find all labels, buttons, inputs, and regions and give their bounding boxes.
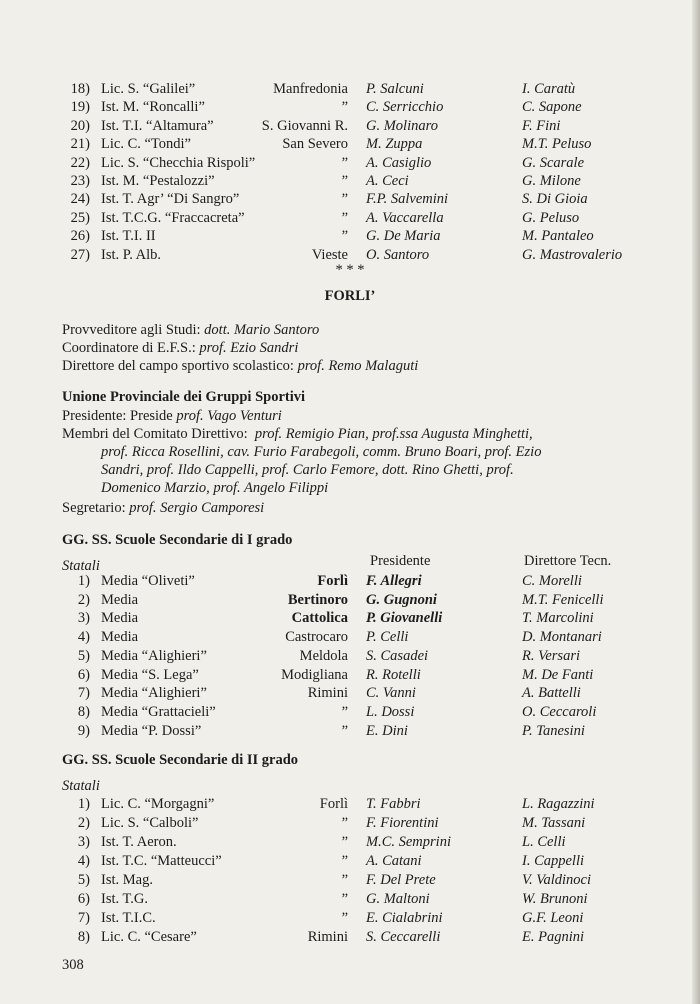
school-place: Castrocaro — [285, 629, 348, 646]
official-line-1: Coordinatore di E.F.S.: prof. Ezio Sandri — [62, 340, 299, 356]
director-name: G. Peluso — [522, 209, 580, 226]
school-place: ” — [341, 872, 348, 888]
union-title: Unione Provinciale dei Gruppi Sportivi — [62, 389, 306, 405]
union-members-line-0: Membri del Comitato Direttivo: prof. Remigio Pian, prof.ssa Augusta Minghetti, — [62, 426, 533, 442]
president-name: E. Cialabrini — [366, 910, 443, 926]
director-name: C. Sapone — [522, 99, 582, 116]
row-number: 21) — [70, 136, 90, 153]
row-number: 24) — [70, 191, 90, 208]
director-name: M. De Fanti — [522, 666, 594, 683]
school-name: Ist. T.C. “Matteucci” — [101, 853, 222, 869]
row-number: 7) — [77, 910, 90, 926]
president-name: T. Fabbri — [366, 796, 421, 812]
president-name: P. Giovanelli — [366, 610, 443, 627]
director-name: D. Montanari — [522, 629, 602, 646]
president-name: G. Molinaro — [366, 117, 438, 134]
page-number: 308 — [62, 957, 84, 973]
president-name: F. Allegri — [366, 573, 422, 589]
president-name: M. Zuppa — [366, 136, 423, 153]
school-place: Rimini — [307, 685, 348, 702]
director-name: C. Morelli — [522, 573, 582, 589]
school-place: Modigliana — [281, 666, 348, 683]
school-place: S. Giovanni R. — [261, 117, 348, 134]
director-name: P. Tanesini — [522, 722, 585, 739]
school-name: Ist. T. Aeron. — [101, 834, 177, 850]
row-number: 2) — [77, 815, 90, 831]
column-header-director: Direttore Tecn. — [524, 553, 612, 569]
director-name: A. Battelli — [522, 685, 581, 702]
director-name: M.T. Fenicelli — [522, 591, 604, 608]
school-name: Ist. T.C.G. “Fraccacreta” — [101, 209, 245, 226]
school-name: Ist. T.I. “Altamura” — [101, 117, 214, 134]
school-place: Rimini — [307, 929, 348, 945]
president-name: C. Vanni — [366, 685, 416, 702]
director-name: G. Scarale — [522, 154, 585, 171]
president-name: P. Celli — [366, 629, 409, 646]
row-number: 27) — [70, 246, 90, 263]
row-number: 25) — [70, 209, 90, 226]
president-name: A. Catani — [366, 853, 422, 869]
director-name: I. Caratù — [522, 81, 576, 97]
school-name: Ist. T. Agr’ “Di Sangro” — [101, 191, 240, 208]
school-name: Media — [101, 610, 139, 627]
director-name: T. Marcolini — [522, 610, 594, 627]
school-place: ” — [341, 173, 348, 189]
president-name: G. Maltoni — [366, 891, 430, 907]
school-place: ” — [341, 815, 348, 831]
school-place: Meldola — [299, 647, 348, 664]
school-place: ” — [341, 209, 348, 226]
president-name: S. Ceccarelli — [366, 929, 441, 945]
row-number: 5) — [77, 647, 90, 664]
school-name: Ist. P. Alb. — [101, 246, 162, 263]
director-name: L. Ragazzini — [522, 796, 595, 812]
row-number: 19) — [70, 99, 90, 116]
president-name: A. Casiglio — [366, 154, 432, 171]
school-name: Media “S. Lega” — [101, 666, 199, 683]
director-name: I. Cappelli — [522, 853, 585, 869]
school-place: Cattolica — [291, 610, 348, 627]
row-number: 22) — [70, 154, 90, 171]
school-name: Lic. C. “Cesare” — [101, 929, 197, 945]
union-members-line-2: Sandri, prof. Ildo Cappelli, prof. Carlo Femore, dott. Rino Ghetti, prof. — [101, 462, 514, 478]
row-number: 8) — [77, 929, 90, 945]
director-name: M. Tassani — [522, 815, 586, 831]
director-name: V. Valdinoci — [522, 872, 592, 888]
school-name: Media “Oliveti” — [101, 573, 195, 589]
row-number: 3) — [77, 610, 90, 627]
row-number: 7) — [77, 685, 90, 702]
school-place: Vieste — [311, 246, 348, 263]
section2-sub: Statali — [62, 778, 100, 794]
union-members-line-3: Domenico Marzio, prof. Angelo Filippi — [101, 480, 329, 496]
school-name: Media “Alighieri” — [101, 685, 207, 702]
school-place: ” — [341, 191, 348, 208]
school-place: San Severo — [282, 136, 348, 153]
director-name: O. Ceccaroli — [522, 703, 597, 720]
school-place: Bertinoro — [287, 591, 348, 608]
president-name: O. Santoro — [366, 246, 430, 263]
president-name: P. Salcuni — [366, 81, 424, 97]
president-name: A. Ceci — [366, 173, 409, 189]
president-name: M.C. Semprini — [366, 834, 451, 850]
school-name: Ist. T.G. — [101, 891, 148, 907]
president-name: F. Fiorentini — [366, 815, 439, 831]
row-number: 26) — [70, 228, 90, 245]
region-title: FORLI’ — [324, 288, 376, 304]
school-name: Media — [101, 591, 139, 608]
director-name: F. Fini — [522, 117, 561, 134]
row-number: 6) — [77, 891, 90, 907]
school-name: Lic. C. “Tondi” — [101, 136, 191, 153]
school-place: ” — [341, 722, 348, 739]
section1-sub: Statali — [62, 558, 100, 574]
school-name: Lic. S. “Galilei” — [101, 81, 196, 97]
row-number: 8) — [77, 703, 90, 720]
school-place: ” — [341, 228, 348, 245]
union-secretary: Segretario: prof. Sergio Camporesi — [62, 500, 265, 516]
school-place: ” — [341, 99, 348, 116]
section2-title: GG. SS. Scuole Secondarie di II grado — [62, 752, 299, 768]
director-name: M.T. Peluso — [522, 136, 592, 153]
school-place: ” — [341, 703, 348, 720]
director-name: G. Mastrovalerio — [522, 246, 623, 263]
president-name: E. Dini — [366, 722, 408, 739]
row-number: 1) — [77, 796, 90, 812]
president-name: G. Gugnoni — [366, 591, 437, 608]
school-name: Lic. S. “Calboli” — [101, 815, 199, 831]
separator-stars: * * * — [335, 262, 365, 278]
director-name: R. Versari — [522, 647, 580, 664]
school-name: Lic. S. “Checchia Rispoli” — [101, 154, 256, 171]
official-line-0: Provveditore agli Studi: dott. Mario Santoro — [62, 322, 320, 338]
president-name: S. Casadei — [366, 647, 429, 664]
union-president: Presidente: Preside prof. Vago Venturi — [62, 408, 282, 424]
row-number: 2) — [77, 591, 90, 608]
director-name: E. Pagnini — [522, 929, 585, 945]
president-name: A. Vaccarella — [366, 209, 444, 226]
school-name: Lic. C. “Morgagni” — [101, 796, 215, 812]
director-name: G. Milone — [522, 173, 581, 189]
school-name: Ist. T.I.C. — [101, 910, 156, 926]
row-number: 4) — [77, 629, 90, 646]
row-number: 3) — [77, 834, 90, 850]
director-name: G.F. Leoni — [522, 910, 584, 926]
school-place: ” — [341, 154, 348, 171]
president-name: F.P. Salvemini — [366, 191, 449, 208]
row-number: 20) — [70, 117, 90, 134]
director-name: L. Celli — [522, 834, 566, 850]
school-name: Media — [101, 629, 139, 646]
director-name: S. Di Gioia — [522, 191, 588, 208]
school-name: Media “Grattacieli” — [101, 703, 216, 720]
school-place: Forlì — [319, 796, 348, 812]
row-number: 6) — [77, 666, 90, 683]
school-place: ” — [341, 853, 348, 869]
school-name: Ist. Mag. — [101, 872, 153, 888]
president-name: F. Del Prete — [366, 872, 436, 888]
school-name: Ist. M. “Pestalozzi” — [101, 173, 215, 189]
row-number: 9) — [77, 722, 90, 739]
column-header-president: Presidente — [370, 553, 431, 569]
president-name: C. Serricchio — [366, 99, 444, 116]
school-name: Ist. M. “Roncalli” — [101, 99, 205, 116]
row-number: 1) — [77, 573, 90, 589]
director-name: M. Pantaleo — [522, 228, 594, 245]
school-place: ” — [341, 834, 348, 850]
president-name: G. De Maria — [366, 228, 441, 245]
president-name: L. Dossi — [366, 703, 415, 720]
page-edge-shadow — [692, 0, 700, 1004]
school-name: Media “P. Dossi” — [101, 722, 202, 739]
official-line-2: Direttore del campo sportivo scolastico: prof. Remo Malaguti — [62, 358, 419, 374]
school-place: ” — [341, 891, 348, 907]
school-name: Media “Alighieri” — [101, 647, 207, 664]
union-members-line-1: prof. Ricca Rosellini, cav. Furio Farabegoli, comm. Bruno Boari, prof. Ezio — [101, 444, 542, 460]
row-number: 18) — [70, 81, 90, 97]
school-place: ” — [341, 910, 348, 926]
school-place: Forlì — [317, 573, 348, 589]
president-name: R. Rotelli — [366, 666, 421, 683]
director-name: W. Brunoni — [522, 891, 588, 907]
row-number: 23) — [70, 173, 90, 189]
section1-title: GG. SS. Scuole Secondarie di I grado — [62, 532, 293, 548]
school-name: Ist. T.I. II — [101, 228, 156, 245]
row-number: 4) — [77, 853, 90, 869]
row-number: 5) — [77, 872, 90, 888]
school-place: Manfredonia — [273, 81, 348, 97]
